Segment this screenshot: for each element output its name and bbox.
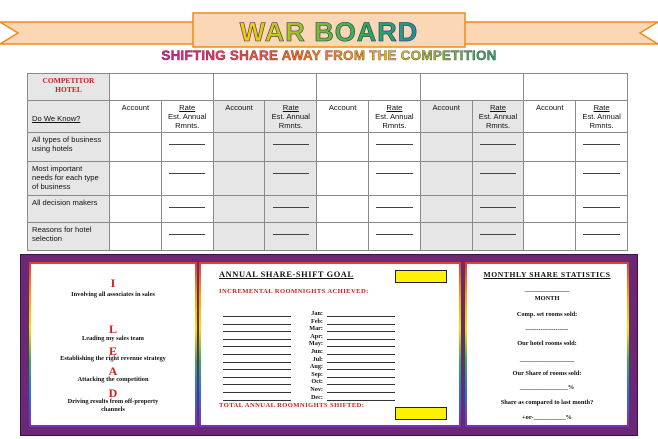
month-label: Oct: [311,378,323,386]
rate-cell[interactable] [161,161,213,195]
ilead-text: Attacking the competition [77,376,149,383]
month-left-blank[interactable] [223,392,291,393]
rate-header-label: Rate [179,102,196,112]
account-cell[interactable] [110,161,162,195]
row-label: All types of business using hotels [28,132,110,161]
account-header-label: Account [536,102,564,112]
month-right-blank[interactable] [327,377,395,378]
plus-minus-blank[interactable]: +or-__________% [522,414,572,421]
account-cell[interactable] [524,132,576,161]
month-left-blank[interactable] [223,346,291,347]
month-left-blank[interactable] [223,362,291,363]
rate-cell[interactable] [576,161,628,195]
rate-cell[interactable] [161,196,213,223]
month-left-blank[interactable] [223,339,291,340]
share-label: Our Share of rooms sold: [512,370,582,377]
rate-header [576,100,628,132]
month-left-blank[interactable] [223,324,291,325]
month-left-blank[interactable] [223,369,291,370]
account-cell[interactable] [317,223,369,251]
month-label: May: [308,340,323,348]
account-cell[interactable] [420,223,472,251]
month-label: Mar: [309,325,323,333]
account-header [420,100,472,132]
rate-header-label: Rate [489,102,506,112]
month-left-blank[interactable] [223,354,291,355]
competitor-5-name-cell[interactable] [524,74,628,101]
competitor-4-name-cell[interactable] [420,74,524,101]
rate-cell[interactable] [161,223,213,251]
account-cell[interactable] [317,161,369,195]
rate-header-sub: Est. Annual Rmnts. [478,111,518,130]
competitor-header-row [28,74,628,101]
competitor-table [27,73,628,251]
total-shifted-label: TOTAL ANNUAL ROOMNIGHTS SHIFTED: [219,402,365,409]
hotel-sold-blank[interactable]: _________________ [519,356,575,363]
rate-cell[interactable] [576,223,628,251]
ilead-text: Driving results from off-property channels [67,398,159,413]
month-label: Sep: [311,370,323,378]
account-cell[interactable] [213,132,265,161]
month-left-blank[interactable] [223,377,291,378]
account-cell[interactable] [110,196,162,223]
banner-title: WAR BOARD [0,17,658,48]
account-cell[interactable] [317,132,369,161]
rate-cell[interactable] [472,132,524,161]
account-header-label: Account [225,102,253,112]
month-right-blank[interactable] [327,331,395,332]
rate-cell[interactable] [368,132,420,161]
ilead-text: Establishing the right revenue strategy [60,355,166,362]
table-row [28,161,628,195]
row-label: All decision makers [28,196,110,223]
rate-cell[interactable] [161,132,213,161]
account-header-label: Account [432,102,460,112]
rate-cell[interactable] [368,161,420,195]
month-right-blank[interactable] [327,339,395,340]
rate-cell[interactable] [368,196,420,223]
monthly-share-stats-panel [465,262,629,427]
month-label: Dec: [310,393,323,401]
account-cell[interactable] [213,161,265,195]
month-label: Jul: [312,355,323,363]
month-label: Feb: [310,317,323,325]
month-left-blank[interactable] [223,316,291,317]
rate-header-label: Rate [282,102,299,112]
rate-cell[interactable] [265,132,317,161]
account-cell[interactable] [524,196,576,223]
account-cell[interactable] [420,196,472,223]
month-right-blank[interactable] [327,362,395,363]
ilead-text: Leading my sales team [82,335,144,342]
account-cell[interactable] [420,132,472,161]
account-cell[interactable] [110,223,162,251]
account-cell[interactable] [317,196,369,223]
rate-header [472,100,524,132]
month-label: Aug: [309,363,323,371]
account-cell[interactable] [524,223,576,251]
month-left-blank[interactable] [223,384,291,385]
account-cell[interactable] [110,132,162,161]
ilead-letter: E [108,344,117,358]
table-row [28,223,628,251]
rate-cell[interactable] [265,223,317,251]
account-header [524,100,576,132]
row-label: Reasons for hotel selection [28,223,110,251]
goal-input-box[interactable] [395,270,447,283]
rate-header-label: Rate [386,102,403,112]
account-header [317,100,369,132]
banner-subtitle: SHIFTING SHARE AWAY FROM THE COMPETITION [0,48,658,63]
comp-sold-label: Comp. set rooms sold: [516,311,578,318]
table-row [28,132,628,161]
compared-label: Share as compared to last month? [500,399,594,406]
incremental-label: INCREMENTAL ROOMNIGHTS ACHIEVED: [219,288,369,295]
competitor-2-name-cell[interactable] [213,74,317,101]
rate-cell[interactable] [472,196,524,223]
month-right-blank[interactable] [327,392,395,393]
rate-header [265,100,317,132]
rate-header [161,100,213,132]
rate-cell[interactable] [576,132,628,161]
do-we-know-label: Do We Know? [32,113,81,123]
ilead-letter: D [108,386,118,400]
month-label: Jan: [311,310,323,317]
bottom-board [20,254,638,436]
month-label: Nov: [310,386,323,393]
rate-header-sub: Est. Annual Rmnts. [375,111,414,130]
goal-heading: ANNUAL SHARE-SHIFT GOAL [219,270,354,279]
account-cell[interactable] [524,161,576,195]
row-label: Most important needs for each type of business [28,161,110,195]
rate-cell[interactable] [265,196,317,223]
month-right-blank[interactable] [327,316,395,317]
month-label: MONTH [534,295,560,302]
account-cell[interactable] [420,161,472,195]
table-row [28,196,628,223]
month-right-blank[interactable] [327,346,395,347]
rate-header-sub: Est. Annual Rmnts. [271,111,310,130]
month-left-blank[interactable] [223,331,291,332]
rate-header-sub: Est. Annual Rmnts. [582,111,621,130]
account-header-label: Account [121,102,150,112]
stats-heading: MONTHLY SHARE STATISTICS [483,270,611,279]
month-label: Apr: [310,332,323,340]
month-left-blank[interactable] [223,400,291,401]
rate-header-sub: Est. Annual Rmnts. [167,111,207,130]
competitor-3-name-cell[interactable] [317,74,421,101]
share-shift-goal-panel [199,262,461,427]
rate-header [368,100,420,132]
month-right-blank[interactable] [327,324,395,325]
ilead-text: Involving all associates in sales [71,291,155,298]
ilead-letter: I [110,276,116,290]
comp-sold-blank[interactable]: -------------------- [525,326,569,333]
ilead-letter: A [108,364,118,378]
account-cell[interactable] [213,223,265,251]
account-header [213,100,265,132]
ilead-letter: L [108,322,117,336]
rate-cell[interactable] [472,223,524,251]
rate-cell[interactable] [576,196,628,223]
war-board-banner [0,0,658,72]
account-header [110,100,162,132]
account-header-label: Account [328,102,357,112]
rate-cell[interactable] [472,161,524,195]
month-right-blank[interactable] [327,384,395,385]
competitor-1-name-cell[interactable] [110,74,214,101]
month-right-blank[interactable] [327,369,395,370]
rate-cell[interactable] [368,223,420,251]
competitor-hotel-label: COMPETITOR HOTEL [28,74,110,101]
rate-header-label: Rate [593,102,610,112]
month-blank[interactable]: ______________ [524,286,570,293]
ilead-panel [29,262,197,427]
total-input-box[interactable] [395,407,447,420]
column-header-row [28,100,628,132]
do-we-know-cell [28,100,110,132]
month-right-blank[interactable] [327,354,395,355]
hotel-sold-label: Our hotel rooms sold: [517,340,577,347]
rate-cell[interactable] [265,161,317,195]
month-label: Jun: [310,348,323,355]
account-cell[interactable] [213,196,265,223]
month-right-blank[interactable] [327,400,395,401]
share-blank[interactable]: _______________% [519,384,575,391]
